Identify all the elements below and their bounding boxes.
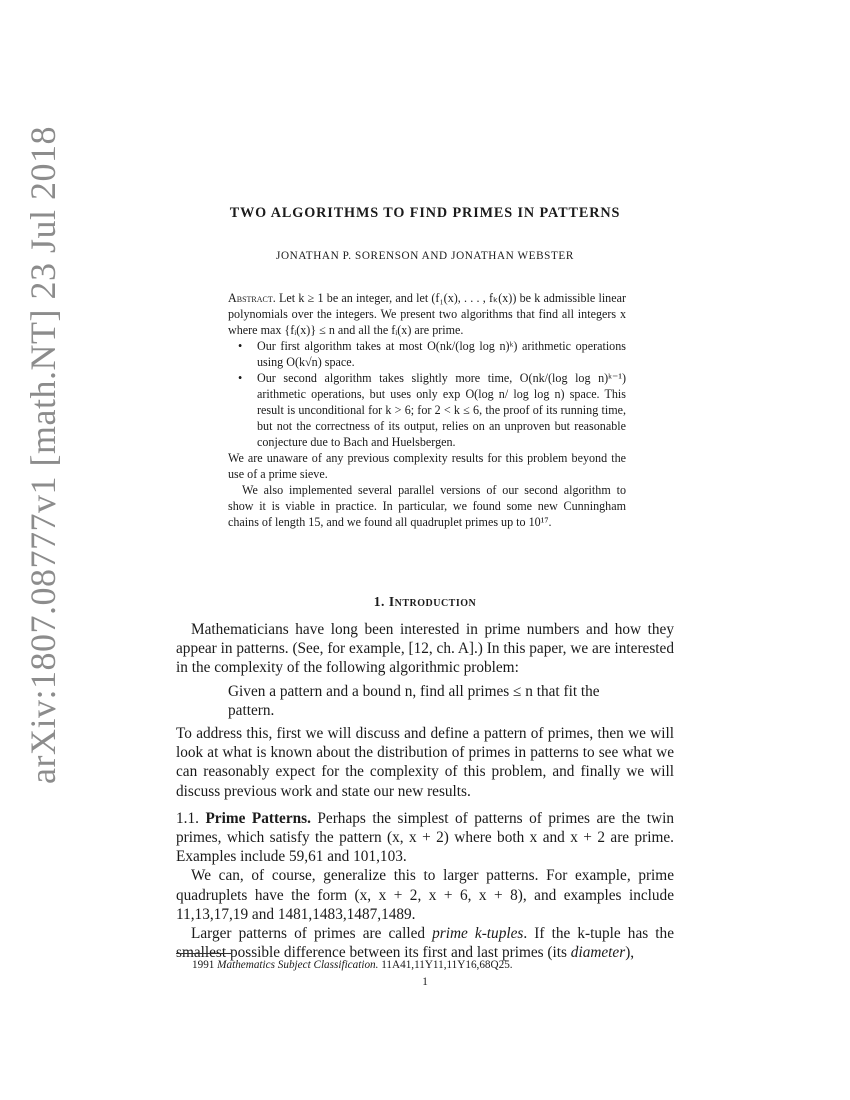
abstract bbox=[228, 290, 626, 530]
bullet-icon: • bbox=[238, 371, 243, 385]
subsection-paragraph-2: We can, of course, generalize this to larger patterns. For example, prime quadruplets have the form (x, x + 2, x + 6, x + 8), and examples include 11,13,17,19 and 1481,1483,1487,1489. bbox=[176, 867, 674, 923]
paragraph-text: Larger patterns of primes are called bbox=[191, 925, 426, 943]
introduction-body bbox=[176, 620, 674, 962]
subsection-number: 1.1. bbox=[176, 809, 199, 827]
subsection-paragraph-1: Perhaps the simplest of patterns of primes are the twin primes, which satisfy the pattern (x, x + 2) where both x and x + 2 are prime. Examples include 59,61 and 101,103. bbox=[176, 809, 674, 866]
abstract-label: Abstract. bbox=[228, 291, 276, 305]
intro-paragraph-1: Mathematicians have long been interested in prime numbers and how they appear in patterns. (See, for example, [12, ch. A].) In this paper, we are interested in the complexity of the following algorithmic problem: bbox=[176, 621, 674, 677]
subsection-prime-patterns bbox=[176, 809, 674, 867]
footnote-msc bbox=[192, 959, 662, 971]
term-prime-k-tuples: prime k-tuples bbox=[432, 925, 524, 943]
abstract-intro-text: Let k ≥ 1 be an integer, and let (f₁(x), . . . , fₖ(x)) be k admissible linear polynomials over the integers. We present two algorithms that find all integers x where max {fᵢ(x)} ≤ n and all the fᵢ(x) are prime. bbox=[228, 291, 626, 337]
abstract-bullet-list bbox=[228, 338, 626, 450]
abstract-intro bbox=[228, 290, 626, 338]
problem-statement-quote: Given a pattern and a bound n, find all primes ≤ n that fit the pattern. bbox=[228, 682, 600, 719]
bullet-icon: • bbox=[238, 339, 243, 353]
abstract-bullet-text: Our second algorithm takes slightly more time, O(nk/(log log n)ᵏ⁻¹) arithmetic operations, but uses only exp O(log n/ log log n) space. This result is unconditional for k > 6; for 2 < k ≤ 6, the proof of its running time, but not the correctness of its output, relies on an unproven but reasonable conjecture due to Bach and Huelsbergen. bbox=[257, 371, 626, 449]
section-heading-introduction: 1. Introduction bbox=[373, 594, 477, 609]
paragraph-text: ), bbox=[625, 944, 635, 962]
paragraph-text: . If the k-tuple has the smallest possible difference between its first and last primes (its bbox=[176, 925, 674, 962]
abstract-after-bullets: We are unaware of any previous complexity results for this problem beyond the use of a prime sieve. bbox=[228, 451, 626, 481]
arxiv-identifier-stamp[interactable]: arXiv:1807.08777v1 [math.NT] 23 Jul 2018 bbox=[23, 126, 63, 784]
abstract-bullet bbox=[238, 338, 626, 370]
footnote-codes: 11A41,11Y11,11Y16,68Q25. bbox=[381, 959, 513, 971]
abstract-paragraph-2: We also implemented several parallel versions of our second algorithm to show it is viable in practice. In particular, we found some new Cunningham chains of length 15, and we found all quadruplet primes up to 10¹⁷. bbox=[228, 483, 626, 529]
paper-title: TWO ALGORITHMS TO FIND PRIMES IN PATTERNS bbox=[229, 205, 621, 221]
footnote-year: 1991 bbox=[192, 959, 215, 971]
page-number: 1 bbox=[422, 976, 428, 988]
footnote-rule bbox=[176, 953, 232, 954]
subsection-paragraph-3 bbox=[176, 924, 674, 962]
abstract-bullet-text: Our first algorithm takes at most O(nk/(log log n)ᵏ) arithmetic operations using O(k√n) space. bbox=[257, 339, 626, 369]
footnote-label: Mathematics Subject Classification. bbox=[217, 959, 379, 971]
intro-paragraph-2: To address this, first we will discuss and define a pattern of primes, then we will look at what is known about the distribution of primes in patterns to see what we can reasonably expect for the complexity of this problem, and finally we will discuss previous work and state our new results. bbox=[176, 725, 674, 800]
subsection-title: Prime Patterns. bbox=[205, 809, 311, 827]
abstract-bullet bbox=[238, 370, 626, 450]
term-diameter: diameter bbox=[570, 944, 626, 962]
paper-authors: JONATHAN P. SORENSON AND JONATHAN WEBSTER bbox=[276, 250, 574, 262]
